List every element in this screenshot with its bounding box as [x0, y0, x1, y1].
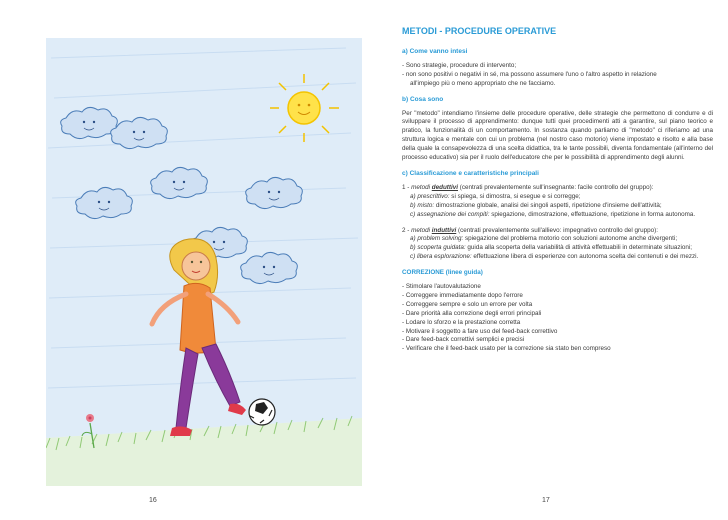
keyword-deduttivi: deduttivi: [431, 183, 459, 191]
section-a-body: [402, 62, 713, 89]
section-b-heading: b) Cosa sono: [402, 95, 444, 103]
methods-word: metodi: [411, 226, 432, 234]
method-item-label: b) scoperta guidata:: [410, 244, 466, 252]
section-b-paragraph: Per "metodo" intendiamo l'insieme delle procedure operative, delle strategie che permettono di condurre e di sviluppare il processo di apprendimento: dunque tutti quei procedimenti atti a garantire, sul piano teorico e pratico, la funzionalità di un comportamento. In sostanza quando parliamo di "metodo" ci riferiamo ad una struttura logica e mentale con cui un problema (nel nostro caso motorio) viene impostato e risolto e alla base della quale la consapevolezza di una scelta didattica, tra le tante possibili, diventa fondamentale (all'interno del processo educativo) sia per il ruolo dell'educatore che per le possibilità di apprendimento degli alunni.: [402, 109, 713, 162]
method-item-label: c) libera esplorazione:: [410, 253, 472, 261]
section-a-line: - non sono positivi o negativi in sé, ma possono assumere l'uno o l'altro aspetto in relazione: [402, 70, 657, 78]
correction-item: - Correggere immediatamente dopo l'errore: [402, 291, 523, 299]
methods-deductive-intro: [402, 184, 713, 193]
correction-item: - Stimolare l'autovalutazione: [402, 283, 481, 291]
method-item-label: c) assegnazione dei compiti:: [410, 210, 490, 218]
correction-item: - Correggere sempre e solo un errore per volta: [402, 300, 533, 308]
page-content: [402, 26, 713, 354]
correction-list: [402, 283, 713, 354]
soccer-ball-drawing: [249, 399, 275, 425]
list-number: 1 -: [402, 183, 412, 191]
method-item-text: spiegazione, dimostrazione, effettuazione, ripetizione in forma autonoma.: [489, 210, 696, 218]
method-item-text: guida alla scoperta della variabilità di attività effettuabili in determinate situazioni;: [465, 244, 693, 252]
methods-inductive: [402, 227, 713, 263]
method-item: [402, 202, 713, 211]
methods-inductive-desc: (centrati prevalentemente sull'allievo: impegnativo controllo del gruppo):: [456, 226, 659, 234]
correction-item: - Dare priorità alla correzione degli errori principali: [402, 309, 542, 317]
method-item-text: si spiega, si dimostra, si esegue e si corregge;: [449, 192, 581, 200]
page-number-left: 16: [149, 497, 157, 504]
page-number-right: 17: [542, 497, 550, 504]
methods-deductive: [402, 184, 713, 220]
method-item: [402, 211, 713, 220]
correction-item: - Verificare che il feed-back usato per la correzione sia stato ben compreso: [402, 345, 611, 353]
method-item: [402, 235, 713, 244]
correction-item: - Dare feed-back correttivi semplici e precisi: [402, 336, 525, 344]
method-item-text: effettuazione libera di esperienze con autonoma scelta dei contenuti e dei mezzi.: [471, 253, 699, 261]
methods-word: metodi: [411, 183, 432, 191]
child-drawing-illustration: [46, 38, 362, 486]
method-item-text: dimostrazione globale, analisi dei singoli aspetti, ripetizione d'insieme dell'attività;: [434, 201, 662, 209]
method-item: [402, 253, 713, 262]
correction-heading: CORREZIONE (linee guida): [402, 269, 483, 277]
method-item-label: a) problem solving:: [410, 235, 464, 243]
correction-item: - Lodare lo sforzo e la prestazione corretta: [402, 318, 521, 326]
methods-inductive-intro: [402, 227, 713, 236]
method-item-label: b) misto:: [410, 201, 435, 209]
method-item: [402, 244, 713, 253]
section-a-line: - Sono strategie, procedure di intervento;: [402, 61, 517, 69]
section-a-heading: a) Come vanno intesi: [402, 48, 468, 55]
methods-deductive-desc: (centrati prevalentemente sull'insegnante: facile controllo del gruppo):: [458, 183, 654, 191]
section-c-heading: c) Classificazione e caratteristiche principali: [402, 169, 539, 177]
section-a-line: all'impiego più o meno appropriato che ne facciamo.: [410, 79, 556, 87]
correction-item: - Motivare il soggetto a fare uso del feed-back correttivo: [402, 327, 558, 335]
right-page: [364, 0, 728, 520]
list-number: 2 -: [402, 226, 412, 234]
keyword-induttivi: induttivi: [431, 226, 457, 234]
page-title: METODI - PROCEDURE OPERATIVE: [402, 26, 557, 36]
method-item-text: spiegazione del problema motorio con soluzioni autonome anche divergenti;: [463, 235, 678, 243]
method-item-label: a) prescrittivo:: [410, 192, 450, 200]
method-item: [402, 193, 713, 202]
